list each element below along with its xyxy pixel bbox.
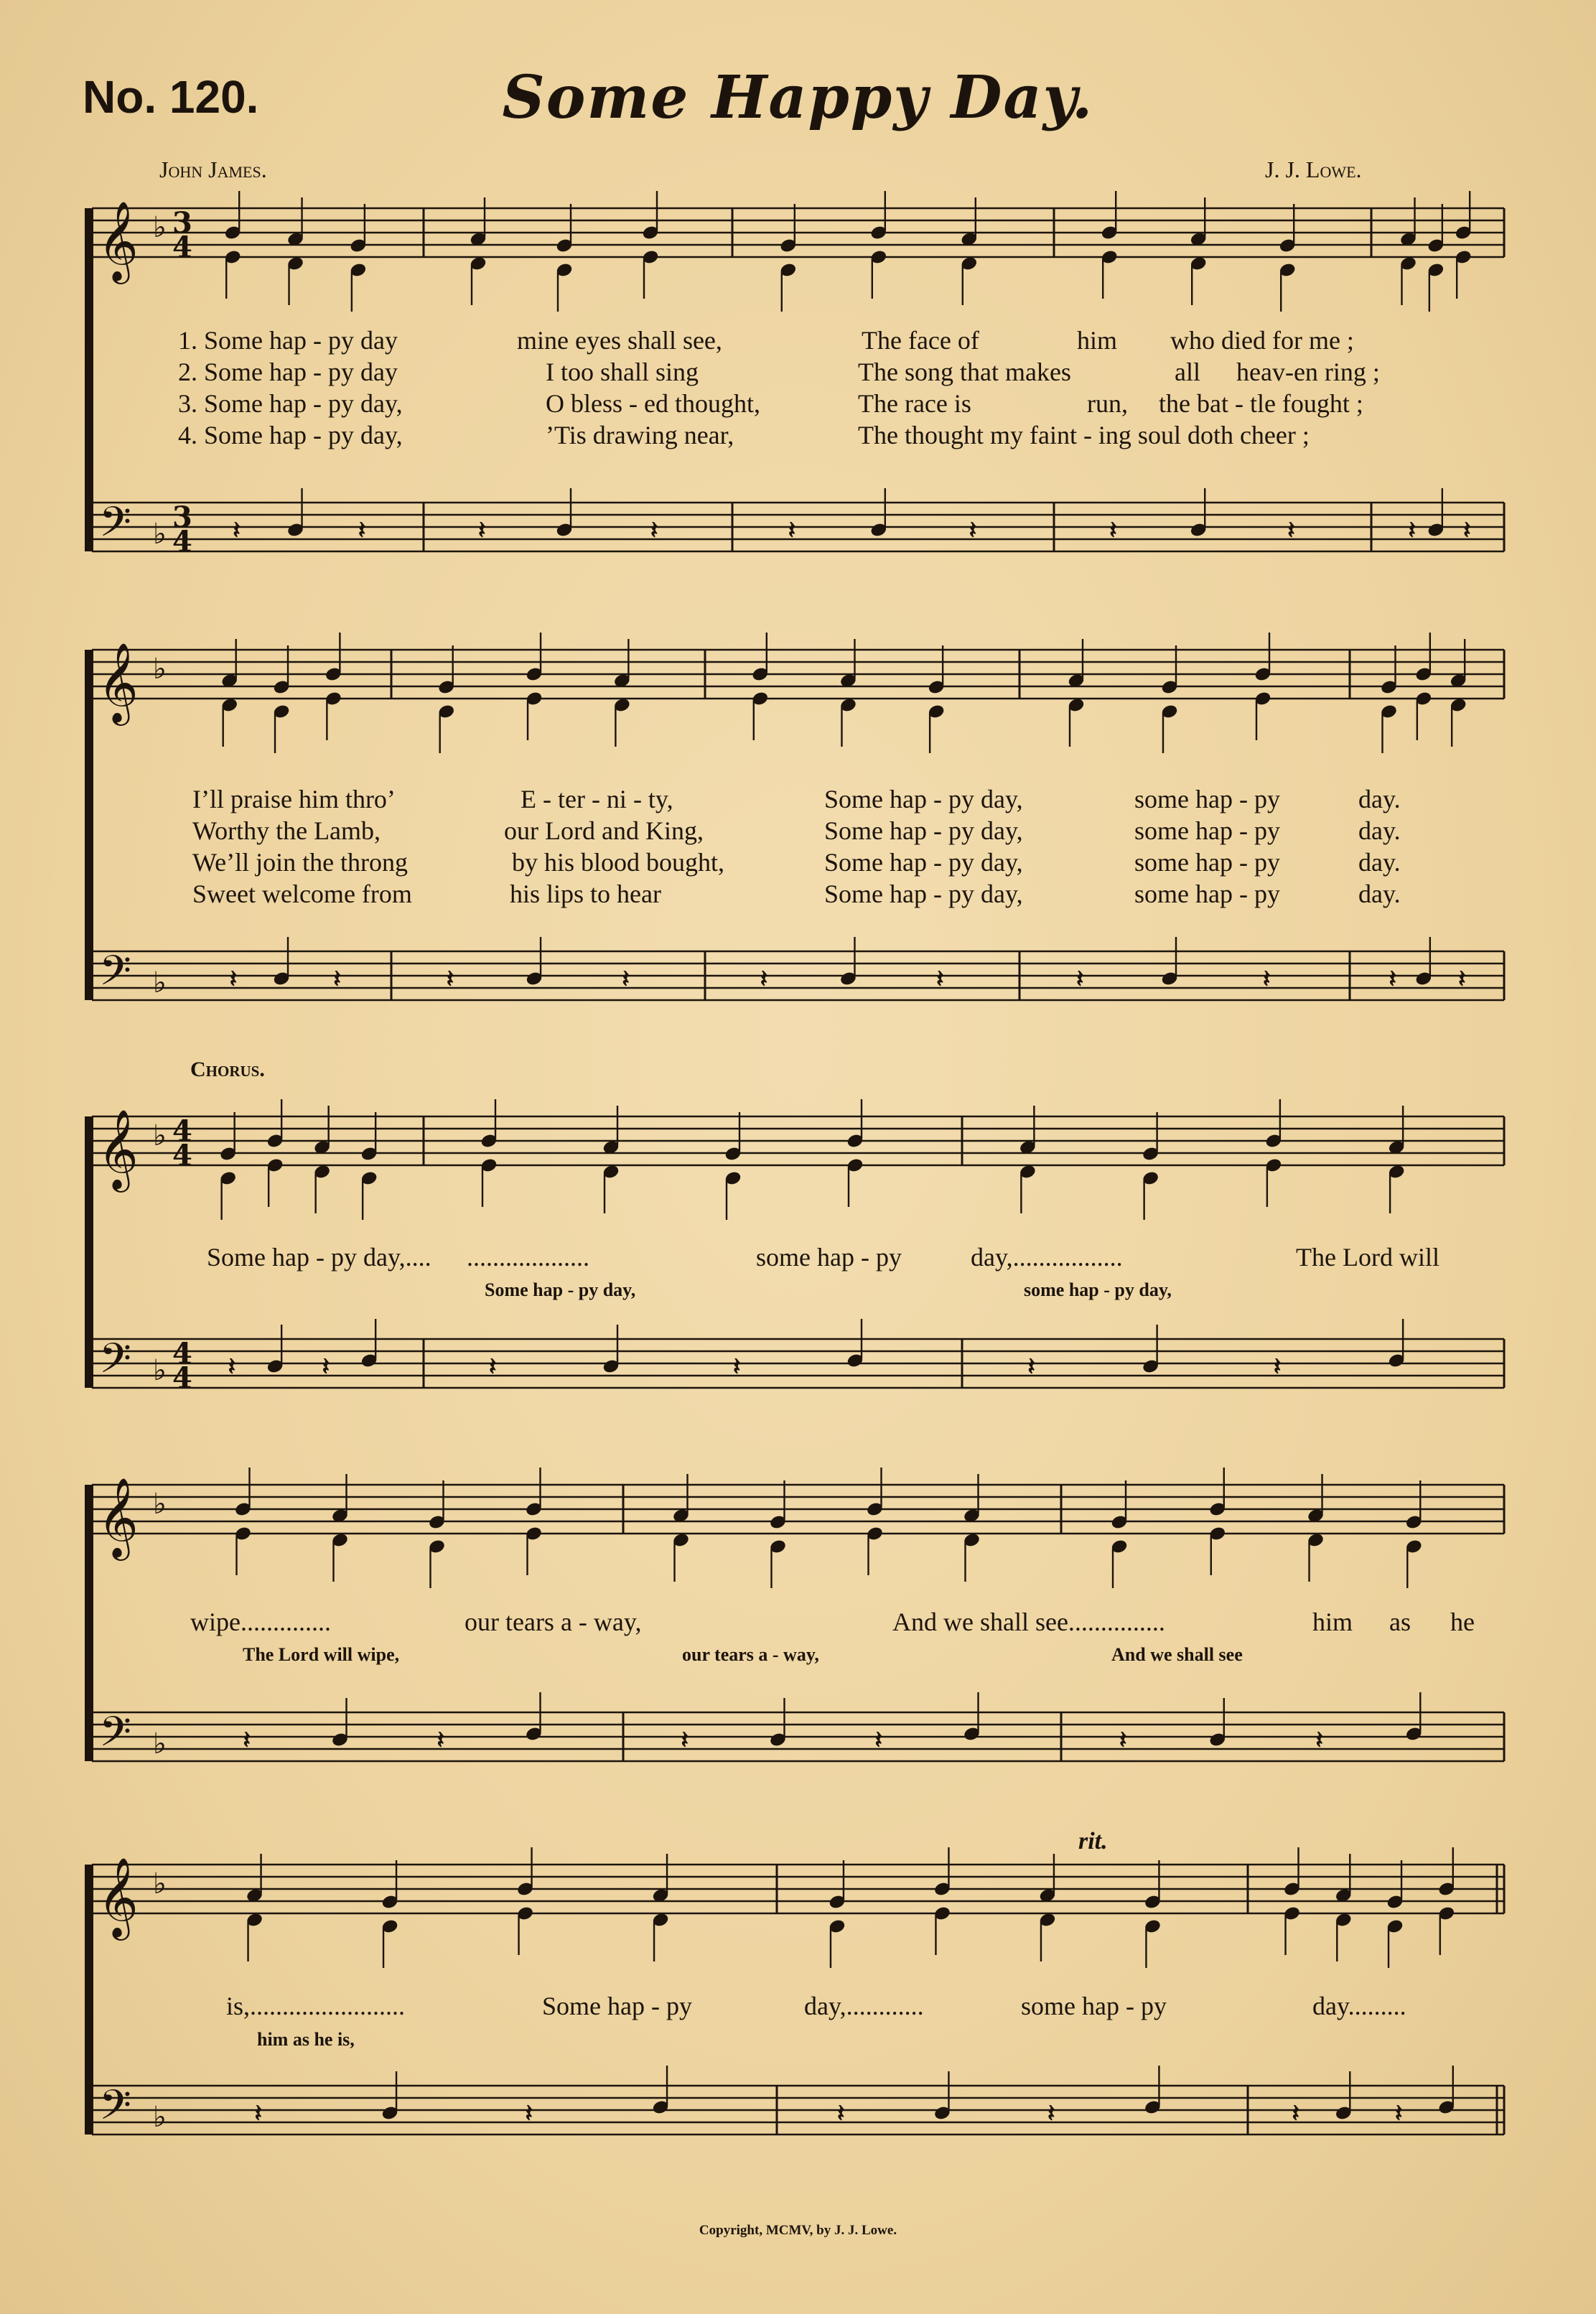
lyric: The song that makes	[858, 358, 1071, 386]
lyricist-credit: John James.	[159, 157, 267, 182]
lyric: run,	[1087, 389, 1128, 418]
rest: 𝄽	[1287, 516, 1295, 545]
rest: 𝄽	[1395, 2099, 1403, 2128]
flat-sign: ♭	[153, 1488, 167, 1521]
bass-clef-icon: 𝄢	[99, 946, 132, 1005]
lyric: he	[1450, 1608, 1475, 1636]
lyric: Some hap - py day,	[824, 880, 1023, 908]
lyric: some hap - py	[1134, 785, 1280, 813]
treble-clef-icon: 𝄞	[98, 200, 139, 281]
lyric: Some hap - py day,	[824, 816, 1023, 845]
time-signature: 3	[172, 500, 192, 534]
rest: 𝄽	[358, 516, 366, 545]
ritardando-mark: rit.	[1078, 1828, 1108, 1855]
lyric: The face of	[862, 326, 979, 355]
flat-sign: ♭	[153, 653, 167, 686]
rest: 𝄽	[969, 516, 977, 545]
time-signature: 4	[172, 1114, 192, 1148]
lyric: day,.................	[971, 1243, 1123, 1272]
rest: 𝄽	[1119, 1726, 1127, 1755]
lyric: The thought my faint - ing soul doth cheer ;	[858, 421, 1310, 449]
rest: 𝄽	[788, 516, 796, 545]
rest: 𝄽	[229, 965, 238, 994]
rest: 𝄽	[936, 965, 944, 994]
lyric: him	[1312, 1608, 1353, 1636]
lyric: some hap - py	[1134, 816, 1280, 845]
lyric: some hap - py	[1134, 848, 1280, 877]
lyric: Some hap - py day,	[824, 785, 1023, 813]
lyric: heav-en ring ;	[1236, 358, 1380, 386]
rest: 𝄽	[243, 1726, 251, 1755]
lyric: 1. Some hap - py day	[178, 326, 398, 355]
rest: 𝄽	[1458, 965, 1466, 994]
lyric: The Lord will	[1296, 1243, 1439, 1272]
rest: 𝄽	[1263, 965, 1271, 994]
alto-lyric: And we shall see	[1111, 1644, 1243, 1665]
rest: 𝄽	[1408, 516, 1416, 545]
lyric: day.	[1358, 880, 1401, 908]
rest: 𝄽	[254, 2099, 262, 2128]
lyric: day.........	[1312, 1992, 1406, 2020]
rest: 𝄽	[1027, 1353, 1035, 1381]
lyric: E - ter - ni - ty,	[521, 785, 673, 813]
rest: 𝄽	[489, 1353, 497, 1381]
lyric: ...................	[467, 1243, 589, 1272]
lyric: day.	[1358, 785, 1401, 813]
hymn-title: Some Happy Day.	[502, 63, 1094, 132]
lyric: him	[1077, 326, 1118, 355]
lyric: Some hap - py day,....	[207, 1243, 431, 1272]
alto-lyric: him as he is,	[257, 2029, 355, 2050]
time-signature: 4	[172, 1361, 192, 1395]
lyric: And we shall see...............	[892, 1608, 1165, 1636]
rest: 𝄽	[650, 516, 658, 545]
rest: 𝄽	[1292, 2099, 1299, 2128]
lyric: who died for me ;	[1170, 326, 1354, 355]
rest: 𝄽	[1047, 2099, 1055, 2128]
lyric: Some hap - py day,	[824, 848, 1023, 877]
lyric: some hap - py	[1134, 880, 1280, 908]
rest: 𝄽	[760, 965, 768, 994]
time-signature: 4	[172, 1337, 192, 1371]
lyric: Sweet welcome from	[192, 880, 412, 908]
alto-lyric: Some hap - py day,	[485, 1279, 636, 1300]
rest: 𝄽	[681, 1726, 689, 1755]
rest: 𝄽	[446, 965, 454, 994]
alto-lyric: some hap - py day,	[1024, 1279, 1172, 1300]
alto-lyric: The Lord will wipe,	[243, 1644, 400, 1665]
lyric: some hap - py	[756, 1243, 902, 1272]
lyric: the bat - tle fought ;	[1159, 389, 1363, 418]
time-signature: 4	[172, 525, 192, 559]
rest: 𝄽	[1076, 965, 1084, 994]
hymn-number: No. 120.	[83, 71, 259, 123]
rest: 𝄽	[836, 2099, 845, 2128]
time-signature: 4	[172, 230, 192, 264]
treble-clef-icon: 𝄞	[98, 1109, 139, 1189]
rest: 𝄽	[525, 2099, 533, 2128]
bass-clef-icon: 𝄢	[99, 2081, 132, 2140]
lyric: Some hap - py	[542, 1992, 692, 2020]
lyric: We’ll join the throng	[192, 848, 409, 877]
lyric: O bless - ed thought,	[546, 389, 760, 418]
bass-clef-icon: 𝄢	[99, 1707, 132, 1766]
lyric: our Lord and King,	[504, 816, 704, 845]
lyric: some hap - py	[1021, 1992, 1167, 2020]
lyric: I too shall sing	[546, 358, 699, 386]
lyric: by his blood bought,	[512, 848, 725, 877]
lyric: 3. Some hap - py day,	[178, 389, 403, 418]
rest: 𝄽	[1273, 1353, 1282, 1381]
lyric: 2. Some hap - py day	[178, 358, 398, 386]
chorus-label: Chorus.	[190, 1058, 265, 1081]
lyric: as	[1389, 1608, 1411, 1636]
lyric: ’Tis drawing near,	[546, 421, 734, 449]
rest: 𝄽	[322, 1353, 330, 1381]
lyric: mine eyes shall see,	[517, 326, 722, 355]
rest: 𝄽	[1463, 516, 1471, 545]
flat-sign: ♭	[153, 966, 167, 999]
bass-clef-icon: 𝄢	[99, 1334, 132, 1393]
treble-clef-icon: 𝄞	[98, 1857, 139, 1937]
treble-clef-icon: 𝄞	[98, 1477, 139, 1557]
bass-clef-icon: 𝄢	[99, 498, 132, 556]
flat-sign: ♭	[153, 1867, 167, 1900]
flat-sign: ♭	[153, 2101, 167, 2134]
lyric: day.	[1358, 848, 1401, 877]
treble-clef-icon: 𝄞	[98, 642, 139, 722]
lyric: our tears a - way,	[465, 1608, 642, 1636]
rest: 𝄽	[228, 1353, 236, 1381]
lyric: The race is	[858, 389, 971, 418]
copyright-notice: Copyright, MCMV, by J. J. Lowe.	[699, 2223, 897, 2238]
lyric: I’ll praise him thro’	[192, 785, 396, 813]
rest: 𝄽	[874, 1726, 882, 1755]
lyric: day,............	[804, 1992, 924, 2020]
rest: 𝄽	[622, 965, 630, 994]
lyric: his lips to hear	[510, 880, 661, 908]
composer-credit: J. J. Lowe.	[1265, 157, 1362, 182]
lyric: Worthy the Lamb,	[192, 816, 381, 845]
time-signature: 3	[172, 206, 192, 240]
lyric: 4. Some hap - py day,	[178, 421, 403, 449]
rest: 𝄽	[733, 1353, 741, 1381]
flat-sign: ♭	[153, 518, 167, 551]
lyric: all	[1175, 358, 1200, 386]
lyric: wipe..............	[190, 1608, 331, 1636]
rest: 𝄽	[1389, 965, 1396, 994]
rest: 𝄽	[1315, 1726, 1323, 1755]
alto-lyric: our tears a - way,	[682, 1644, 819, 1665]
lyric: is,........................	[226, 1992, 406, 2020]
rest: 𝄽	[1109, 516, 1117, 545]
time-signature: 4	[172, 1139, 192, 1172]
flat-sign: ♭	[153, 1354, 167, 1387]
flat-sign: ♭	[153, 211, 167, 244]
lyric: day.	[1358, 816, 1401, 845]
rest: 𝄽	[478, 516, 486, 545]
flat-sign: ♭	[153, 1727, 167, 1760]
flat-sign: ♭	[153, 1119, 167, 1152]
rest: 𝄽	[333, 965, 341, 994]
rest: 𝄽	[437, 1726, 444, 1755]
rest: 𝄽	[233, 516, 241, 545]
